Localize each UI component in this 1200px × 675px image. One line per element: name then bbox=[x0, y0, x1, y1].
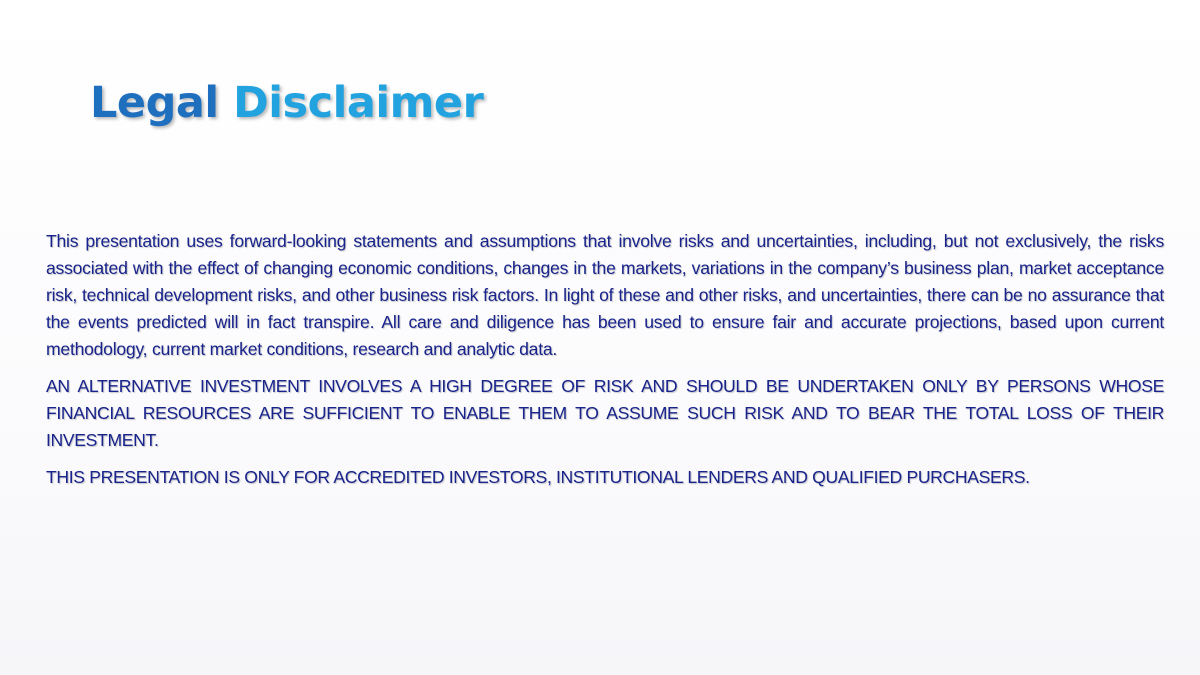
title-word-disclaimer: Disclaimer bbox=[233, 78, 484, 128]
page-title bbox=[90, 80, 483, 127]
audience-restriction-paragraph: THIS PRESENTATION IS ONLY FOR ACCREDITED INVESTORS, INSTITUTIONAL LENDERS AND QUALIFIED PURCHASERS. bbox=[46, 467, 1030, 487]
disclaimer-body bbox=[46, 228, 1164, 501]
forward-looking-statement-paragraph: This presentation uses forward-looking statements and assumptions that involve risks and uncertainties, including, but not exclusively, the risks associated with the effect of changing economic conditions, changes in the markets, variations in the company’s business plan, market acceptance risk, technical development risks, and other business risk factors. In light of these and other risks, and uncertainties, there can be no assurance that the events predicted will in fact transpire. All care and diligence has been used to ensure fair and accurate projections, based upon current methodology, current market conditions, research and analytic data. bbox=[46, 231, 1164, 359]
risk-warning-paragraph: AN ALTERNATIVE INVESTMENT INVOLVES A HIGH DEGREE OF RISK AND SHOULD BE UNDERTAKEN ONLY BY PERSONS WHOSE FINANCIAL RESOURCES ARE SUFFICIENT TO ENABLE THEM TO ASSUME SUCH RISK AND TO BEAR THE TOTAL LOSS OF THEIR INVESTMENT. bbox=[46, 376, 1164, 450]
title-word-legal: Legal bbox=[90, 78, 219, 128]
